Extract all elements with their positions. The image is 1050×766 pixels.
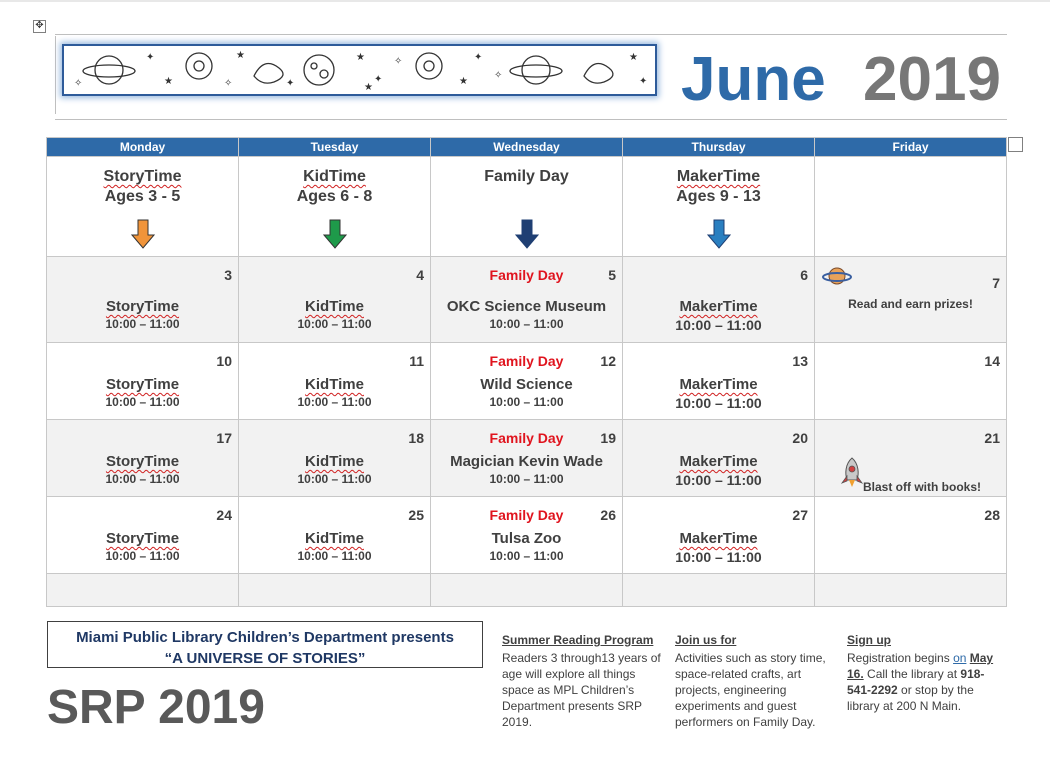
family-day-label: Family Day	[489, 430, 564, 446]
calendar-table	[46, 137, 1007, 607]
day-cell	[815, 257, 1007, 343]
day-cell	[47, 574, 239, 607]
day-cell	[623, 257, 815, 343]
top-edge	[0, 0, 1050, 2]
day-cell	[815, 420, 1007, 497]
event-time: 10:00 – 11:00	[297, 472, 372, 486]
day-number: 20	[792, 430, 808, 446]
day-cell	[239, 257, 431, 343]
event-name: Magician Kevin Wade	[450, 453, 603, 470]
event-name: KidTime	[305, 298, 364, 315]
legend-familyday	[431, 157, 623, 257]
day-number: 24	[216, 507, 232, 523]
event-time: 10:00 – 11:00	[489, 472, 564, 486]
rocket-icon	[839, 456, 865, 488]
day-number: 3	[224, 267, 232, 283]
promo-note: Blast off with books!	[863, 480, 981, 494]
event-name: KidTime	[305, 376, 364, 393]
svg-text:✧: ✧	[224, 78, 233, 89]
svg-text:✦: ✦	[374, 74, 383, 85]
summer-reading-title: Summer Reading Program	[502, 633, 654, 647]
legend-ages	[432, 187, 621, 207]
join-us-column	[675, 632, 835, 730]
sign-up-on: on	[953, 651, 967, 665]
svg-text:★: ★	[459, 76, 468, 87]
header-top-rule	[55, 34, 1007, 35]
week-row	[47, 497, 1007, 574]
day-number: 27	[792, 507, 808, 523]
srp-title: SRP 2019	[47, 681, 265, 734]
legend-empty	[815, 157, 1007, 257]
day-cell	[623, 343, 815, 420]
space-banner-image	[62, 44, 657, 96]
promo-note: Read and earn prizes!	[848, 297, 973, 311]
day-number: 6	[800, 267, 808, 283]
svg-text:✦: ✦	[474, 52, 483, 63]
event-name: MakerTime	[679, 298, 758, 315]
event-name: MakerTime	[679, 530, 758, 547]
sign-up-text-part: Registration begins	[847, 651, 954, 665]
event-time: 10:00 – 11:00	[105, 317, 180, 331]
day-number: 18	[408, 430, 424, 446]
event-time: 10:00 – 11:00	[675, 317, 762, 333]
event-name: KidTime	[305, 530, 364, 547]
day-number: 25	[408, 507, 424, 523]
weekday-tuesday: Tuesday	[239, 138, 431, 157]
day-number: 7	[992, 275, 1000, 291]
calendar-year: 2019	[863, 45, 1001, 114]
day-cell	[431, 497, 623, 574]
family-day-label: Family Day	[489, 267, 564, 283]
day-number: 14	[984, 353, 1000, 369]
event-name: MakerTime	[679, 453, 758, 470]
day-cell	[623, 574, 815, 607]
event-time: 10:00 – 11:00	[675, 549, 762, 565]
event-name: KidTime	[305, 453, 364, 470]
family-day-label: Family Day	[489, 507, 564, 523]
legend-ages: Ages 9 - 13	[676, 188, 761, 205]
day-cell	[431, 257, 623, 343]
day-cell	[431, 574, 623, 607]
event-name: StoryTime	[105, 453, 180, 470]
event-time: 10:00 – 11:00	[105, 395, 180, 409]
arrow-down-icon	[131, 219, 155, 249]
family-day-label: Family Day	[489, 353, 564, 369]
summer-reading-text: Readers 3 through13 years of age will explore all things space as MPL Children’s Department presents SRP 2019.	[502, 651, 661, 729]
day-cell	[623, 497, 815, 574]
event-time: 10:00 – 11:00	[489, 549, 564, 563]
legend-name: MakerTime	[676, 168, 761, 185]
day-cell	[815, 343, 1007, 420]
day-number: 10	[216, 353, 232, 369]
legend-makertime	[623, 157, 815, 257]
event-time: 10:00 – 11:00	[297, 395, 372, 409]
sign-up-date: May 16.	[847, 651, 994, 681]
svg-text:✧: ✧	[494, 70, 503, 81]
day-number: 21	[984, 430, 1000, 446]
svg-text:✦: ✦	[146, 52, 155, 63]
join-us-text: Activities such as story time, space-related crafts, art projects, engineering experiments and guest performers on Family Day.	[675, 651, 826, 729]
event-time: 10:00 – 11:00	[675, 395, 762, 411]
day-cell	[623, 420, 815, 497]
event-time: 10:00 – 11:00	[675, 472, 762, 488]
planet-icon	[822, 265, 852, 287]
day-number: 19	[600, 430, 616, 446]
sign-up-text-part: Call the library at	[863, 667, 961, 681]
event-name: StoryTime	[105, 530, 180, 547]
presents-line-2: “A UNIVERSE OF STORIES”	[164, 650, 366, 667]
svg-text:★: ★	[236, 50, 245, 61]
sign-up-text-part: or stop by the library at 200 N Main.	[847, 683, 974, 713]
svg-text:★: ★	[164, 76, 173, 87]
event-time: 10:00 – 11:00	[105, 472, 180, 486]
day-cell	[239, 343, 431, 420]
svg-text:★: ★	[364, 82, 373, 93]
week-row	[47, 420, 1007, 497]
event-name: MakerTime	[679, 376, 758, 393]
legend-ages: Ages 6 - 8	[296, 188, 373, 205]
legend-name: StoryTime	[103, 168, 182, 185]
day-number: 13	[792, 353, 808, 369]
svg-text:✦: ✦	[286, 78, 295, 89]
sign-up-text	[847, 650, 1007, 714]
svg-text:★: ★	[629, 52, 638, 63]
header-bottom-rule	[55, 119, 1007, 120]
summer-reading-column	[502, 632, 662, 730]
day-number: 5	[608, 267, 616, 283]
legend-name: KidTime	[303, 168, 366, 185]
week-row	[47, 257, 1007, 343]
day-cell	[239, 574, 431, 607]
day-cell	[431, 343, 623, 420]
join-us-title: Join us for	[675, 633, 737, 647]
weekday-thursday: Thursday	[623, 138, 815, 157]
day-number: 17	[216, 430, 232, 446]
presents-box	[47, 621, 483, 668]
day-cell	[47, 343, 239, 420]
svg-text:✧: ✧	[74, 78, 83, 89]
event-name: StoryTime	[105, 376, 180, 393]
day-cell	[47, 257, 239, 343]
arrow-down-icon	[515, 219, 539, 249]
day-cell	[431, 420, 623, 497]
legend-ages: Ages 3 - 5	[104, 188, 181, 205]
day-number: 12	[600, 353, 616, 369]
day-cell	[239, 420, 431, 497]
calendar-month: June	[681, 45, 826, 114]
sign-up-phone: 918-541-2292	[847, 667, 985, 697]
event-time: 10:00 – 11:00	[297, 317, 372, 331]
legend-row	[47, 157, 1007, 257]
empty-week-row	[47, 574, 1007, 607]
space-doodle-graphic	[64, 46, 655, 94]
svg-text:✦: ✦	[639, 76, 648, 87]
header-left-rule	[55, 36, 56, 114]
table-resize-handle[interactable]	[1008, 137, 1023, 152]
weekday-wednesday: Wednesday	[431, 138, 623, 157]
legend-kidtime	[239, 157, 431, 257]
weekday-monday: Monday	[47, 138, 239, 157]
weekday-friday: Friday	[815, 138, 1007, 157]
day-cell	[47, 497, 239, 574]
event-name: StoryTime	[105, 298, 180, 315]
event-time: 10:00 – 11:00	[297, 549, 372, 563]
table-move-handle[interactable]: ✥	[33, 20, 46, 33]
event-time: 10:00 – 11:00	[489, 317, 564, 331]
day-number: 28	[984, 507, 1000, 523]
svg-text:★: ★	[356, 52, 365, 63]
legend-storytime	[47, 157, 239, 257]
svg-text:✧: ✧	[394, 56, 403, 67]
day-number: 4	[416, 267, 424, 283]
day-cell	[239, 497, 431, 574]
day-number: 11	[409, 353, 424, 369]
event-name: Tulsa Zoo	[491, 530, 562, 547]
day-cell	[47, 420, 239, 497]
sign-up-title: Sign up	[847, 633, 891, 647]
day-cell	[815, 574, 1007, 607]
legend-name: Family Day	[484, 168, 569, 185]
day-number: 26	[600, 507, 616, 523]
presents-line-1: Miami Public Library Children’s Department presents	[76, 629, 454, 646]
arrow-down-icon	[707, 219, 731, 249]
day-cell	[815, 497, 1007, 574]
event-name: Wild Science	[480, 376, 573, 393]
event-name: OKC Science Museum	[446, 298, 607, 315]
sign-up-column	[847, 632, 1007, 714]
event-time: 10:00 – 11:00	[105, 549, 180, 563]
arrow-down-icon	[323, 219, 347, 249]
week-row	[47, 343, 1007, 420]
event-time: 10:00 – 11:00	[489, 395, 564, 409]
